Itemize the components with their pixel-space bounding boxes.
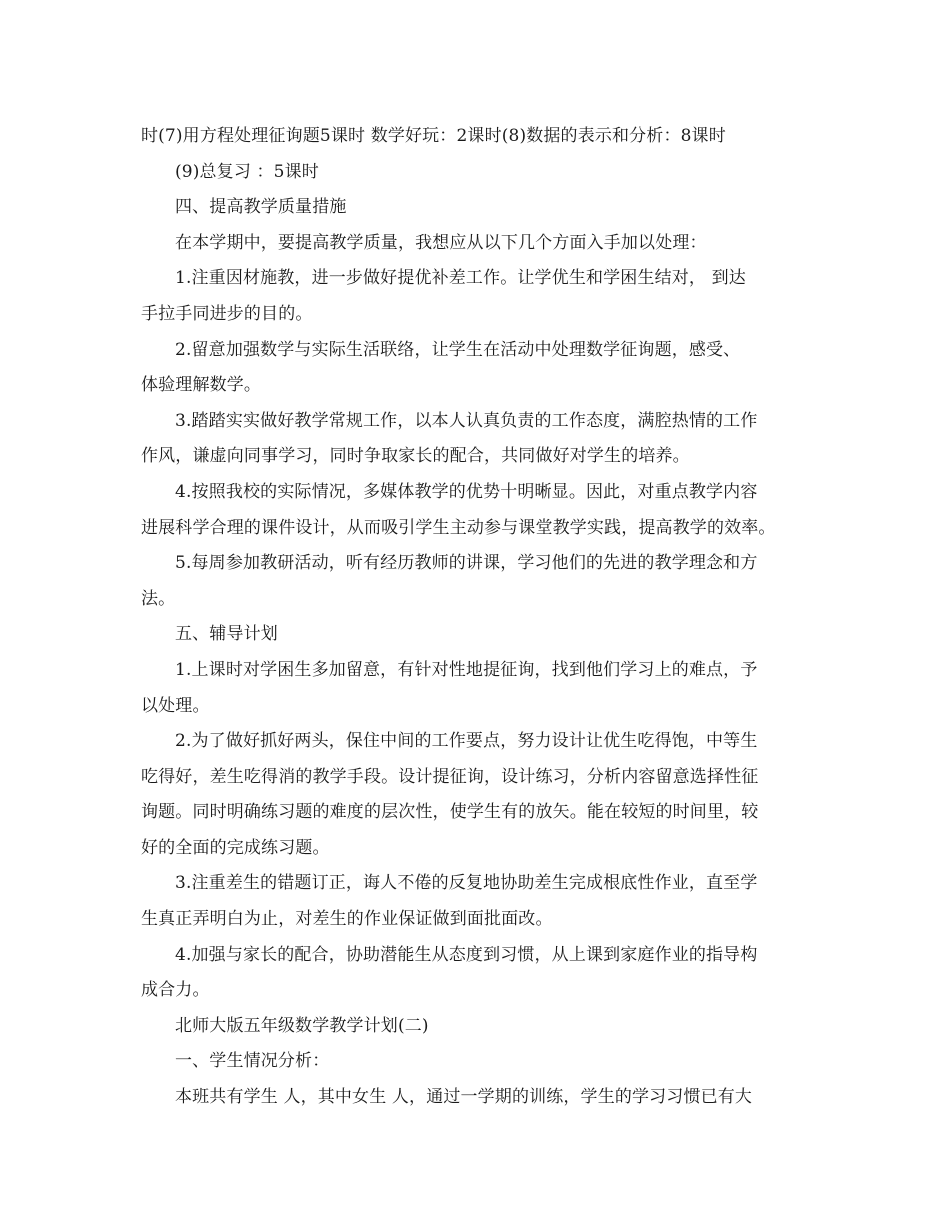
text-line: 本班共有学生 人，其中女生 人，通过一学期的训练，学生的学习习惯已有大 [175,1087,753,1108]
text-line: 3.踏踏实实做好教学常规工作，以本人认真负责的工作态度，满腔热情的工作 [175,410,758,431]
text-line: 4.按照我校的实际情况，多媒体教学的优势十明晰显。因此，对重点教学内容 [175,481,758,502]
text-line: 作风，谦虚向同事学习，同时争取家长的配合，共同做好对学生的培养。 [141,446,690,467]
text-line: 进展科学合理的课件设计，从而吸引学生主动参与课堂教学实践，提高教学的效率。 [141,517,776,538]
text-line: 好的全面的完成练习题。 [141,837,330,858]
section-heading: 一、学生情况分析： [175,1051,330,1072]
text-line: 吃得好，差生吃得消的教学手段。设计提征询，设计练习，分析内容留意选择性征 [141,766,759,787]
text-line: 时(7)用方程处理征询题5课时 数学好玩：2课时(8)数据的表示和分析：8课时 [141,126,726,146]
text-line: 在本学期中，要提高教学质量，我想应从以下几个方面入手加以处理： [175,232,707,253]
text-line: 生真正弄明白为止，对差生的作业保证做到面批面改。 [141,909,553,930]
text-line: 询题。同时明确练习题的难度的层次性，使学生有的放矢。能在较短的时间里，较 [141,802,759,823]
document-title: 北师大版五年级数学教学计划(二) [175,1015,429,1036]
section-heading: 四、提高教学质量措施 [175,197,347,218]
text-line: 1.注重因材施教，进一步做好提优补差工作。让学优生和学困生结对， 到达 [175,268,746,289]
text-line: 体验理解数学。 [141,375,262,396]
section-heading: 五、辅导计划 [175,624,278,645]
text-line: 手拉手同进步的目的。 [141,303,313,324]
text-line: 3.注重差生的错题订正，诲人不倦的反复地协助差生完成根底性作业，直至学 [175,873,758,894]
document-body [141,119,821,1116]
text-line: 法。 [141,588,176,609]
text-line: 1.上课时对学困生多加留意，有针对性地提征询，找到他们学习上的难点，予 [175,659,758,680]
text-line: 2.留意加强数学与实际生活联络，让学生在活动中处理数学征询题，感受、 [175,339,741,360]
text-line: 5.每周参加教研活动，听有经历教师的讲课，学习他们的先进的教学理念和方 [175,553,758,574]
text-line: (9)总复习 ：5课时 [175,161,319,182]
text-line: 4.加强与家长的配合，协助潜能生从态度到习惯，从上课到家庭作业的指导构 [175,944,758,965]
text-line: 2.为了做好抓好两头，保住中间的工作要点，努力设计让优生吃得饱，中等生 [175,731,758,752]
text-line: 以处理。 [141,695,210,716]
text-line: 成合力。 [141,980,210,1001]
